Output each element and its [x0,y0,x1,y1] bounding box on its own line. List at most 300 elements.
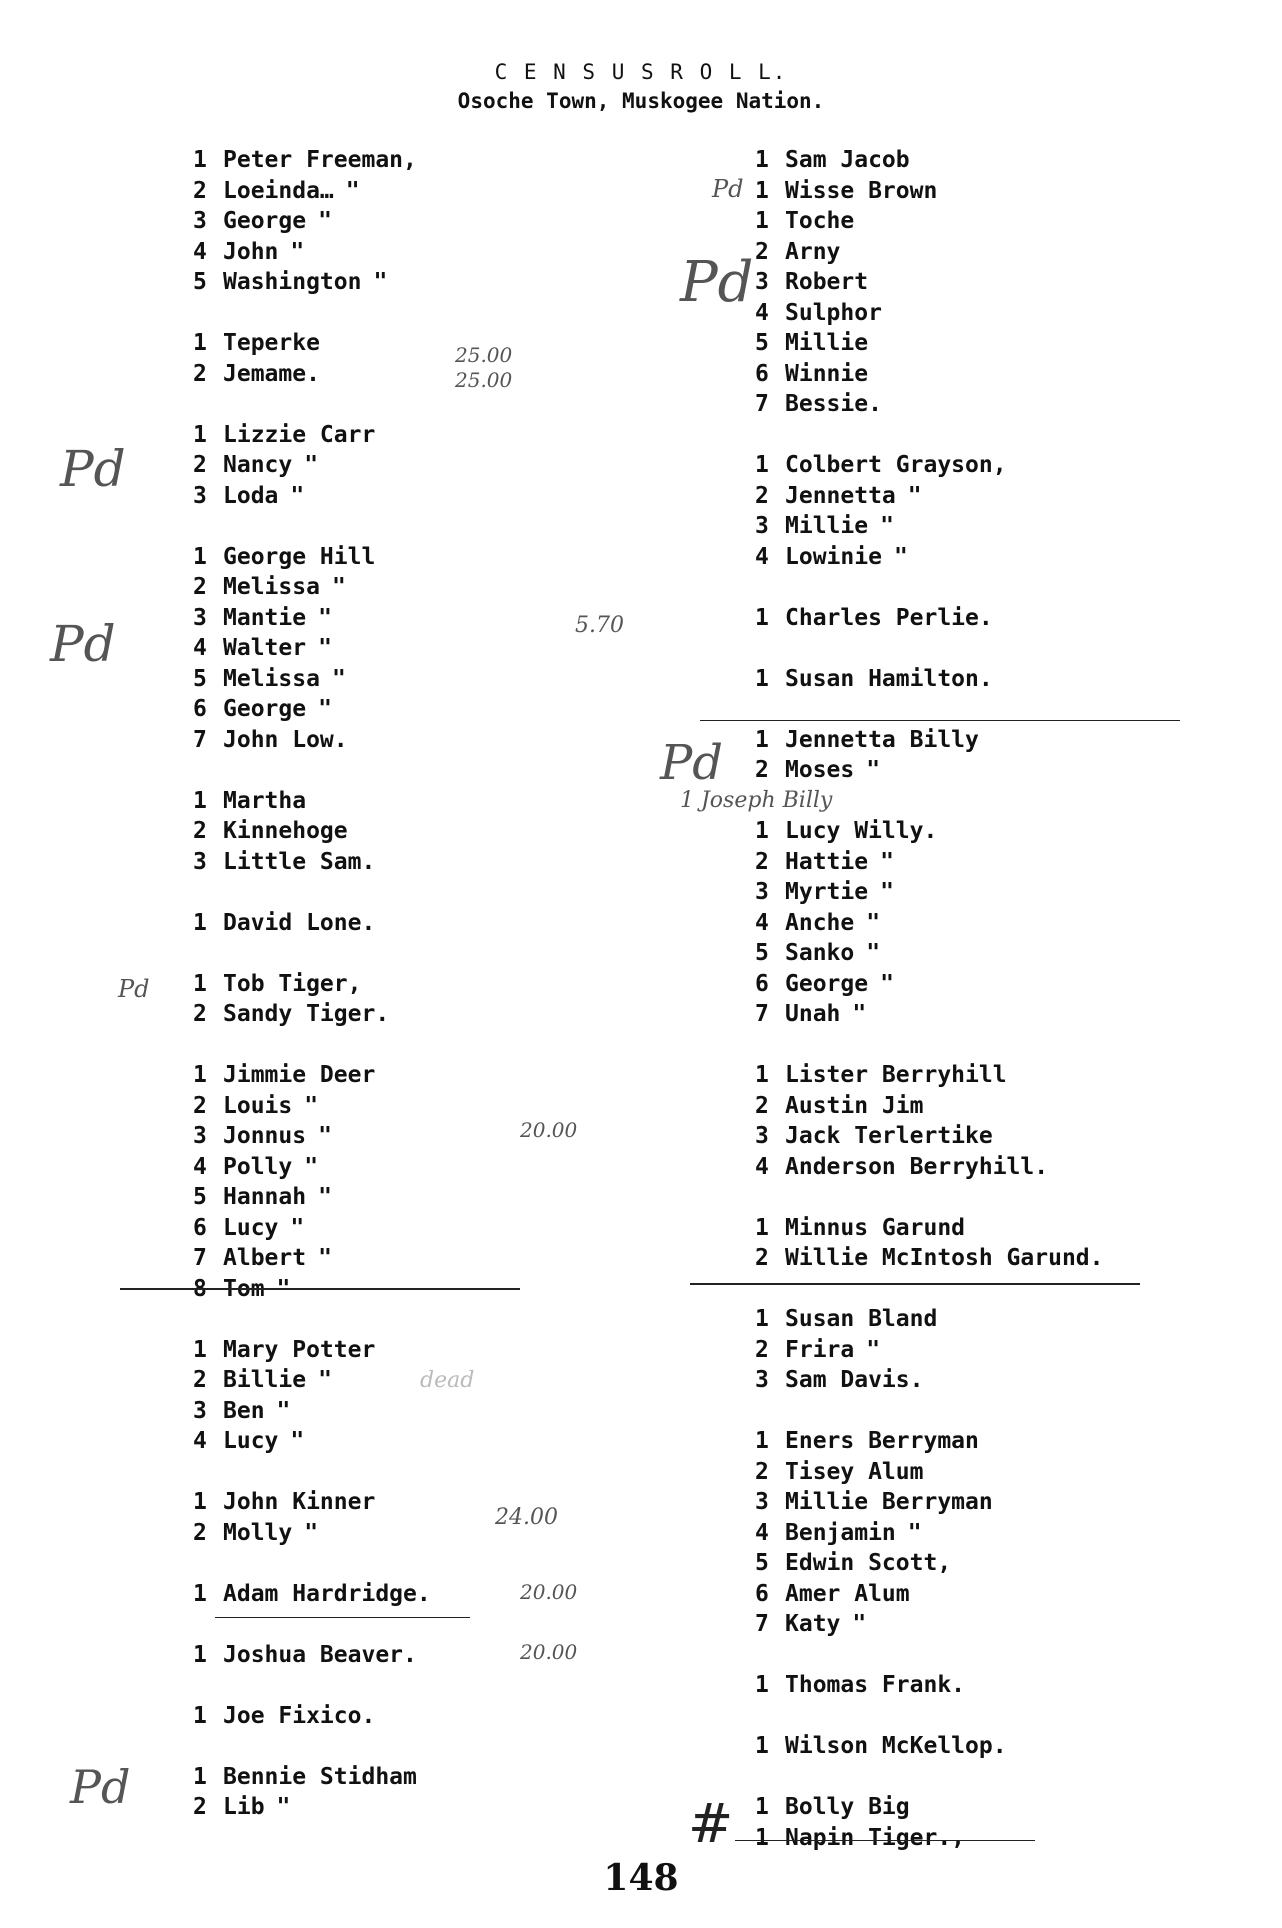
entry-number: 6 [193,696,207,722]
family-group [193,1579,733,1610]
ditto-mark: " [331,574,346,600]
entry-number: 1 [755,208,769,234]
family-group [193,1762,733,1823]
entry-name: Millie [785,330,869,356]
entry-number: 2 [755,238,769,265]
census-entry [755,206,1235,237]
family-group [755,664,1235,695]
entry-number: 1 [755,1824,769,1851]
entry-name: Millie Berryman [785,1489,993,1515]
entry-number: 2 [193,1092,207,1119]
entry-number: 5 [755,1550,769,1576]
entry-name: Louis [223,1092,293,1119]
census-entry [193,999,733,1030]
entry-name: Frira [785,1336,855,1363]
family-group [193,1487,733,1548]
census-entry [755,1091,1235,1122]
census-entry [755,450,1235,481]
entry-number: 2 [755,757,769,783]
family-group [755,1060,1235,1182]
divider-line [700,720,1180,721]
entry-number: 1 [755,1306,769,1332]
ditto-mark: " [318,1245,332,1271]
entry-number: 2 [193,1001,207,1027]
census-entry [755,1243,1235,1274]
page-number: 148 [603,1857,679,1899]
entry-number: 3 [193,482,207,509]
census-entry [755,1548,1235,1579]
census-entry [755,816,1235,847]
right-column [755,145,1235,1884]
ditto-mark: " [318,1123,332,1149]
entry-number: 3 [755,269,769,295]
ditto-mark: " [290,482,305,509]
entry-number: 5 [193,665,207,692]
entry-name: Mantie [223,604,307,631]
entry-number: 3 [755,1489,769,1515]
family-group [755,816,1235,1030]
ditto-mark: " [290,1214,305,1241]
entry-name: Winnie [785,360,869,387]
handwritten-note: 1 Joseph Billy [680,788,833,813]
entry-name: Willie McIntosh Garund. [785,1245,1104,1271]
ditto-mark: " [318,1184,332,1210]
entry-name: Loeinda… [223,177,334,204]
census-entry [755,328,1235,359]
ditto-mark: " [907,1519,922,1546]
entry-name: Melissa [223,574,320,600]
entry-number: 2 [193,177,207,204]
family-group [755,1731,1235,1762]
census-entry [193,420,733,451]
family-group [193,786,733,878]
census-entry [193,206,733,237]
census-entry [193,450,733,481]
census-entry [755,542,1235,573]
entry-name: Kinnehoge [223,818,348,844]
ditto-mark: " [345,177,360,204]
census-entry [755,908,1235,939]
entry-name: Sandy Tiger. [223,1001,390,1027]
entry-number: 2 [755,482,769,509]
payment-amount: 25.00 [455,368,513,392]
entry-number: 1 [755,147,769,173]
entry-number: 4 [755,1153,769,1180]
census-entry [193,1121,733,1152]
entry-number: 2 [755,848,769,875]
entry-name: Robert [785,269,869,295]
entry-number: 1 [755,726,769,753]
entry-number: 6 [193,1214,207,1241]
census-entry [193,1701,733,1732]
entry-number: 7 [193,1245,207,1271]
entry-number: 4 [755,1519,769,1546]
entry-number: 2 [193,1794,207,1820]
census-entry [755,389,1235,420]
paid-mark: Pd [50,615,116,673]
entry-number: 6 [755,360,769,387]
family-group [193,542,733,756]
census-entry [755,298,1235,329]
entry-name: George [785,970,869,997]
entry-number: 1 [755,818,769,844]
entry-name: Anche [785,909,855,936]
entry-number: 8 [193,1275,207,1302]
ditto-mark: " [893,543,908,570]
entry-number: 1 [755,665,769,692]
census-entry [755,1670,1235,1701]
entry-name: Toche [785,208,855,234]
family-group [755,1304,1235,1396]
entry-name: Adam Hardridge. [223,1580,431,1607]
entry-name: George [223,696,307,722]
divider-line [215,1617,470,1618]
entry-number: 3 [755,513,769,539]
entry-number: 1 [193,1763,207,1790]
entry-name: David Lone. [223,909,376,936]
entry-name: Lucy [223,1428,279,1454]
ditto-mark: " [318,635,332,661]
divider-line [735,1840,1035,1841]
ditto-mark: " [276,1397,291,1424]
entry-name: Sam Davis. [785,1367,924,1393]
entry-number: 2 [755,1458,769,1485]
entry-number: 1 [755,604,769,631]
payment-amount: 20.00 [520,1580,578,1604]
entry-number: 7 [193,726,207,753]
census-entry [193,1243,733,1274]
entry-name: Bolly Big [785,1794,910,1820]
entry-number: 7 [755,1001,769,1027]
ditto-mark: " [866,757,881,783]
ditto-mark: " [304,1519,319,1546]
entry-number: 3 [193,1397,207,1424]
census-entry [755,237,1235,268]
entry-number: 1 [193,543,207,570]
census-entry [193,725,733,756]
paid-mark: Pd [680,250,754,315]
entry-number: 4 [193,1153,207,1180]
entry-name: Joe Fixico. [223,1702,376,1729]
ditto-mark: " [331,665,346,692]
entry-name: Lucy [223,1214,279,1241]
census-entry [755,511,1235,542]
entry-number: 1 [193,1062,207,1088]
entry-number: 7 [755,1611,769,1637]
census-entry [193,1762,733,1793]
entry-number: 1 [755,1214,769,1241]
family-group [755,1792,1235,1853]
entry-number: 5 [755,940,769,966]
ditto-mark: " [880,970,894,997]
entry-number: 3 [755,879,769,905]
entry-name: Little Sam. [223,848,376,875]
entry-name: Charles Perlie. [785,604,993,631]
entry-name: Thomas Frank. [785,1672,966,1698]
entry-name: Hattie [785,848,869,875]
payment-amount: 20.00 [520,1118,578,1142]
payment-amount: 5.70 [575,613,624,638]
entry-number: 5 [193,1184,207,1210]
document-title: C E N S U S R O L L. [494,60,788,84]
left-column [193,145,733,1853]
entry-number: 1 [193,1641,207,1668]
entry-number: 2 [755,1092,769,1119]
census-entry [755,969,1235,1000]
census-entry [755,1518,1235,1549]
entry-name: Colbert Grayson, [785,452,1007,478]
census-entry [755,1792,1235,1823]
entry-name: Polly [223,1153,293,1180]
family-group [755,1426,1235,1640]
entry-number: 1 [193,1702,207,1729]
entry-number: 3 [193,848,207,875]
census-entry [755,1579,1235,1610]
entry-name: Benjamin [785,1519,896,1546]
entry-name: Peter Freeman, [223,147,417,173]
census-entry [193,1182,733,1213]
census-entry [193,1060,733,1091]
entry-number: 6 [755,1580,769,1607]
census-entry [755,603,1235,634]
ditto-mark: " [318,1367,332,1393]
census-entry [193,1518,733,1549]
entry-name: Tom [223,1275,265,1302]
family-group [193,1335,733,1457]
entry-name: Austin Jim [785,1092,924,1119]
entry-number: 2 [193,818,207,844]
entry-number: 1 [755,1733,769,1759]
census-entry [193,145,733,176]
entry-name: Myrtie [785,879,869,905]
entry-name: Melissa [223,665,320,692]
entry-number: 1 [193,421,207,448]
divider-line [120,1288,520,1290]
entry-name: John Low. [223,726,348,753]
entry-number: 1 [193,970,207,997]
census-entry [755,664,1235,695]
census-entry [755,725,1235,756]
entry-number: 2 [193,574,207,600]
entry-number: 5 [755,330,769,356]
entry-name: Washington [223,269,362,295]
entry-name: Loda [223,482,279,509]
entry-name: John [223,238,279,265]
entry-number: 1 [755,177,769,204]
paid-mark: Pd [60,440,126,498]
entry-name: Minnus Garund [785,1214,966,1241]
entry-name: Anderson Berryhill. [785,1153,1049,1180]
entry-name: Tisey Alum [785,1458,924,1485]
census-entry [193,603,733,634]
handwritten-note: dead [420,1368,475,1393]
entry-number: 1 [193,1336,207,1363]
entry-name: Molly [223,1519,293,1546]
census-entry [193,1091,733,1122]
family-group [755,1213,1235,1274]
ditto-mark: " [290,1428,305,1454]
entry-number: 1 [755,452,769,478]
census-entry [193,694,733,725]
document-subtitle: Osoche Town, Muskogee Nation. [457,89,825,113]
entry-number: 5 [193,269,207,295]
census-entry [193,633,733,664]
census-entry [755,938,1235,969]
entry-name: Susan Bland [785,1306,938,1332]
census-entry [193,786,733,817]
census-entry [755,1304,1235,1335]
entry-number: 4 [755,543,769,570]
ditto-mark: " [290,238,305,265]
entry-number: 1 [755,1062,769,1088]
family-group [193,1060,733,1304]
census-entry [193,847,733,878]
entry-name: George Hill [223,543,376,570]
census-entry [755,877,1235,908]
census-entry [193,664,733,695]
entry-name: Ben [223,1397,265,1424]
census-entry [193,1396,733,1427]
census-entry [755,847,1235,878]
entry-name: Unah [785,1001,841,1027]
census-entry [755,755,1235,786]
entry-number: 1 [755,1428,769,1454]
entry-number: 1 [193,909,207,936]
entry-name: Moses [785,757,855,783]
family-group [755,1670,1235,1701]
entry-name: Albert [223,1245,307,1271]
entry-name: Wilson McKellop. [785,1733,1007,1759]
entry-number: 4 [755,909,769,936]
census-entry [193,1213,733,1244]
census-entry [193,1792,733,1823]
entry-name: Mary Potter [223,1336,376,1363]
ditto-mark: " [907,482,922,509]
entry-name: Millie [785,513,869,539]
ditto-mark: " [304,452,319,478]
ditto-mark: " [318,208,332,234]
ditto-mark: " [866,909,881,936]
family-group [193,1701,733,1732]
entry-number: 3 [193,1123,207,1149]
census-entry [755,1823,1235,1854]
census-entry [755,1426,1235,1457]
entry-number: 2 [755,1336,769,1363]
entry-number: 1 [193,330,207,356]
entry-name: Edwin Scott, [785,1550,952,1576]
census-entry [755,481,1235,512]
census-entry [755,1487,1235,1518]
payment-amount: 25.00 [455,343,513,367]
census-entry [193,969,733,1000]
entry-number: 3 [193,604,207,631]
census-entry [193,237,733,268]
census-entry [755,1365,1235,1396]
entry-number: 4 [193,635,207,661]
census-entry [193,1426,733,1457]
census-entry [755,359,1235,390]
entry-name: Sam Jacob [785,147,910,173]
entry-number: 6 [755,970,769,997]
entry-number: 1 [193,147,207,173]
entry-number: 3 [193,208,207,234]
entry-name: George [223,208,307,234]
entry-name: Eners Berryman [785,1428,979,1454]
entry-number: 2 [193,360,207,387]
entry-name: Napin Tiger., [785,1824,966,1851]
census-entry [755,267,1235,298]
paid-mark: Pd [660,735,724,791]
family-group [193,908,733,939]
entry-name: Katy [785,1611,841,1637]
entry-number: 4 [193,238,207,265]
entry-name: Jimmie Deer [223,1062,376,1088]
entry-number: 7 [755,391,769,417]
census-entry [755,999,1235,1030]
ditto-mark: " [276,1275,291,1302]
census-entry [755,1152,1235,1183]
census-entry [755,176,1235,207]
entry-name: Sulphor [785,299,882,326]
census-entry [755,1731,1235,1762]
ditto-mark: " [304,1153,319,1180]
entry-number: 1 [193,1580,207,1607]
entry-number: 3 [755,1123,769,1149]
paid-mark: Pd [118,975,150,1003]
census-entry [193,572,733,603]
paid-mark: Pd [70,1760,131,1814]
paid-mark: Pd [712,175,744,203]
entry-number: 2 [755,1245,769,1271]
family-group [193,969,733,1030]
family-group [193,1640,733,1671]
census-entry [193,481,733,512]
entry-name: Hannah [223,1184,307,1210]
entry-name: Jack Terlertike [785,1123,993,1149]
ditto-mark: " [866,1336,881,1363]
entry-name: Jennetta [785,482,896,509]
entry-name: Walter [223,635,307,661]
census-entry [193,908,733,939]
family-group [193,420,733,512]
ditto-mark: " [276,1794,291,1820]
family-group [755,450,1235,572]
census-entry [193,542,733,573]
entry-name: Jemame. [223,360,320,387]
ditto-mark: " [880,879,894,905]
entry-name: Jonnus [223,1123,307,1149]
entry-name: Tob Tiger, [223,970,362,997]
entry-name: Susan Hamilton. [785,665,993,692]
payment-amount: 24.00 [495,1505,558,1530]
ditto-mark: " [880,513,894,539]
entry-name: John Kinner [223,1489,376,1515]
entry-name: Wisse Brown [785,177,938,204]
census-entry [755,1335,1235,1366]
census-entry [755,1213,1235,1244]
ditto-mark: " [373,269,388,295]
census-entry [193,1487,733,1518]
entry-name: Nancy [223,452,293,478]
payment-amount: 20.00 [520,1640,578,1664]
entry-number: 2 [193,452,207,478]
ditto-mark: " [304,1092,319,1119]
ditto-mark: " [318,696,332,722]
census-entry [755,145,1235,176]
entry-number: 1 [193,1489,207,1515]
ditto-mark: " [880,848,894,875]
entry-number: 2 [193,1367,207,1393]
